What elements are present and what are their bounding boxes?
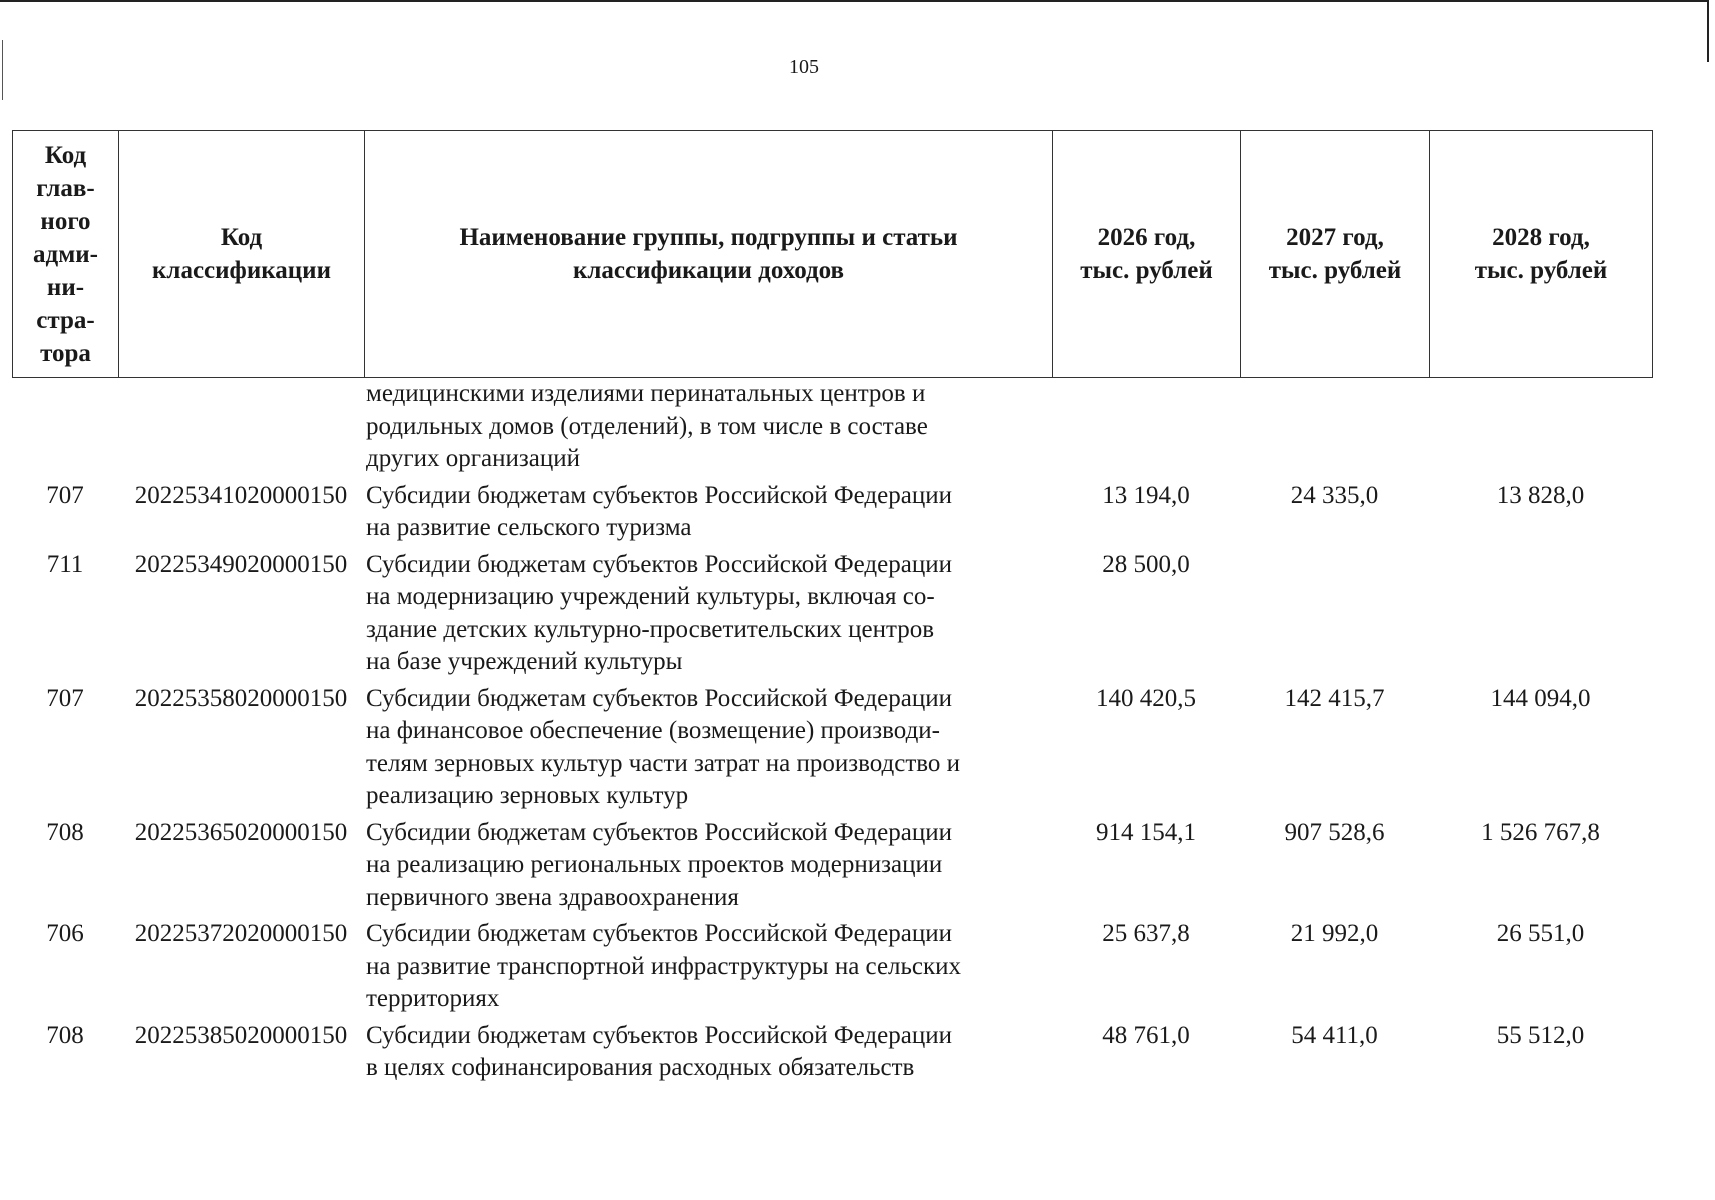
value-2028-cell: 26 551,0	[1496, 920, 1585, 947]
value-2027-cell: 142 415,7	[1284, 684, 1385, 712]
top-border-line	[0, 0, 1709, 2]
value-2026-cell: 28 500,0	[1102, 550, 1190, 578]
name-cell: Субсидии бюджетам субъектов Российской Федерации на финансовое обеспечение (возмещение) производи- телям зерновых культур части затрат на производство и реализацию зерновых культур	[366, 684, 961, 809]
value-2027-cell: 54 411,0	[1291, 1021, 1378, 1049]
header-classification-code: Код классификации	[119, 131, 365, 378]
admin-code-cell: 706	[46, 920, 84, 947]
admin-code-cell: 708	[46, 818, 84, 846]
page-number: 105	[789, 56, 819, 78]
admin-code-cell: 707	[46, 684, 84, 712]
value-2026-cell: 25 637,8	[1102, 920, 1190, 947]
table-row	[12, 918, 1652, 1020]
value-2027-cell: 24 335,0	[1290, 481, 1379, 509]
table-body	[12, 378, 1652, 1089]
classification-code-cell: 20225365020000150	[134, 818, 348, 846]
name-cell: Субсидии бюджетам субъектов Российской Федерации на развитие сельского туризма	[366, 481, 952, 541]
table-header	[12, 130, 1653, 378]
value-2027-cell: 907 528,6	[1284, 818, 1385, 846]
header-2027: 2027 год, тыс. рублей	[1241, 131, 1430, 378]
name-cell: Субсидии бюджетам субъектов Российской Федерации на реализацию региональных проектов модернизации первичного звена здравоохранения	[366, 818, 952, 911]
header-2026: 2026 год, тыс. рублей	[1053, 131, 1241, 378]
value-2027-cell	[1240, 549, 1429, 683]
classification-code-cell: 20225349020000150	[134, 550, 348, 578]
name-cell: Субсидии бюджетам субъектов Российской Федерации на модернизацию учреждений культуры, включая со- здание детских культурно-просветительских центров на базе учреждений культуры	[366, 550, 952, 675]
value-2026-cell: 914 154,1	[1096, 818, 1196, 846]
right-border-line	[1707, 0, 1709, 62]
table-row	[12, 549, 1652, 683]
admin-code-cell: 707	[46, 481, 84, 509]
revenue-table	[12, 130, 1653, 1089]
value-2026-cell: 140 420,5	[1096, 684, 1196, 712]
value-2027-cell: 21 992,0	[1290, 920, 1379, 947]
admin-code-cell: 708	[46, 1021, 84, 1049]
name-cell: Субсидии бюджетам субъектов Российской Федерации на развитие транспортной инфраструктуры на сельских территориях	[366, 920, 962, 1012]
classification-code-cell: 20225385020000150	[134, 1021, 348, 1049]
continuation-row	[12, 378, 1652, 480]
header-admin-code: Код глав- ного адми- ни- стра- тора	[13, 131, 119, 378]
value-2028-cell: 55 512,0	[1496, 1021, 1585, 1049]
classification-code-cell: 20225372020000150	[134, 920, 348, 947]
header-2028: 2028 год, тыс. рублей	[1430, 131, 1653, 378]
admin-code-cell: 711	[46, 550, 84, 578]
table-row	[12, 683, 1652, 817]
name-cell: Субсидии бюджетам субъектов Российской Федерации в целях софинансирования расходных обязательств	[366, 1021, 952, 1081]
value-2026-cell: 48 761,0	[1102, 1021, 1190, 1049]
continuation-text: медицинскими изделиями перинатальных центров и родильных домов (отделений), в том числе в составе других организаций	[366, 380, 928, 472]
table-row	[12, 1020, 1652, 1089]
value-2028-cell: 1 526 767,8	[1481, 818, 1600, 846]
value-2028-cell: 144 094,0	[1490, 684, 1591, 712]
table-row	[12, 480, 1652, 549]
classification-code-cell: 20225358020000150	[134, 684, 348, 712]
table-row	[12, 817, 1652, 919]
value-2028-cell	[1429, 549, 1652, 683]
classification-code-cell: 20225341020000150	[134, 481, 348, 509]
header-name: Наименование группы, подгруппы и статьи классификации доходов	[365, 131, 1053, 378]
value-2028-cell: 13 828,0	[1496, 481, 1585, 509]
value-2026-cell: 13 194,0	[1102, 481, 1190, 509]
